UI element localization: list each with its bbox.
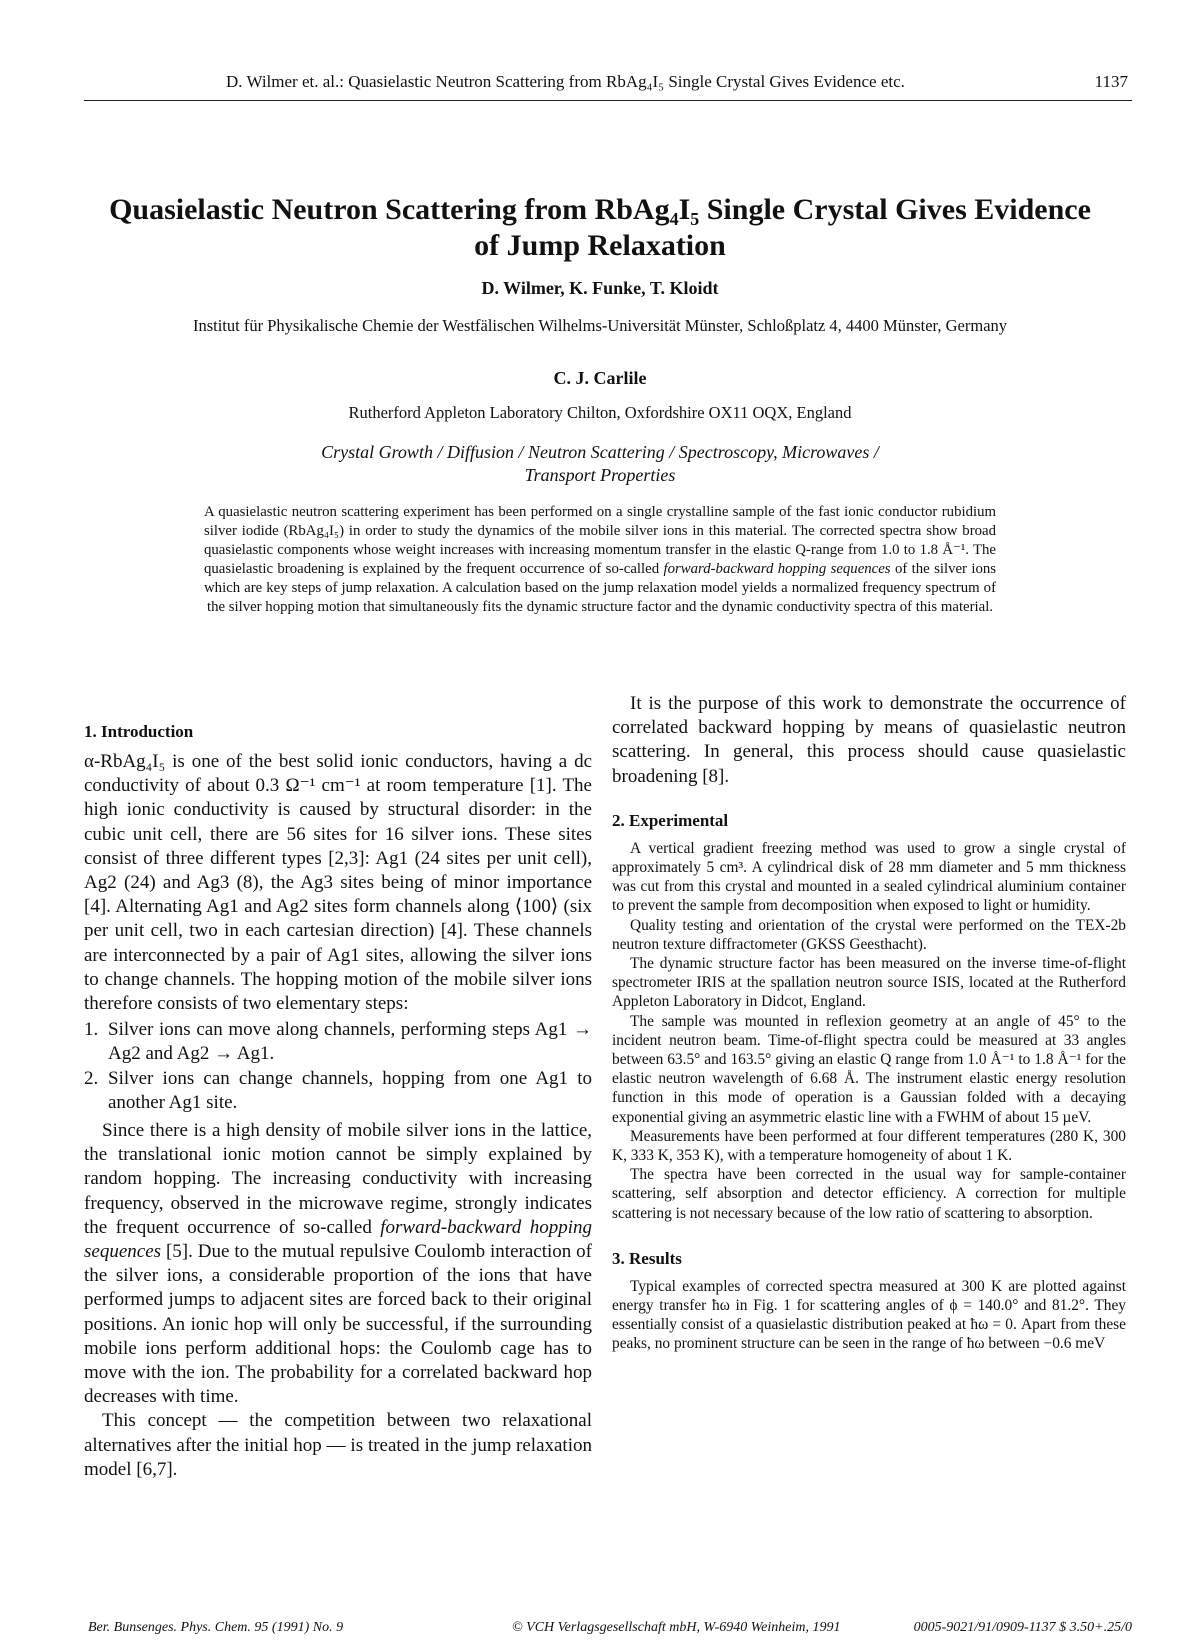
experimental-paragraph: The dynamic structure factor has been measured on the inverse time-of-flight spectrometer IRIS at the spallation neutron source ISIS, located at the Rutherford Appleton Laboratory in Didcot, England. [612,955,1126,1011]
page-footer [84,1620,1132,1642]
experimental-paragraph: A vertical gradient freezing method was used to grow a single crystal of approximately 5 cm³. A cylindrical disk of 28 mm diameter and 5 mm thickness was cut from this crystal and mounted in a sealed cylindrical aluminium container to prevent the sample from decomposition when exposed to light or humidity. [612,839,1126,915]
abstract-part-2: of the silver ions which are key steps of jump relaxation. A calculation based on the jump relaxation model yields a normalized frequency spectrum of the silver hopping motion that simultaneously fits the dynamic structure factor and the dynamic conductivity spectra of this material. [204,561,996,615]
intro-p2-part-1: Since there is a high density of mobile silver ions in the lattice, the translational ionic motion cannot be simply explained by random hopping. The increasing conductivity with increasing frequency, observed in the microwave regime, strongly indicates the frequent occurrence of so-called [84,1120,592,1238]
experimental-body [612,839,1126,1223]
intro-p2-part-2: [5]. Due to the mutual repulsive Coulomb interaction of the silver ions, a considerable proportion of the ions that have performed jumps to adjacent sites are forced back to their original positions. An ionic hop will only be successful, if the surrounding mobile ions perform additional hops: the Coulomb cage has to move with the ion. The probability for a correlated backward hop decreases with time. [84,1241,592,1408]
footer-journal: Ber. Bunsenges. Phys. Chem. 95 (1991) No. 9 [88,1620,344,1635]
list-item-text: Silver ions can change channels, hopping from one Ag1 to another Ag1 site. [108,1067,592,1113]
authors: D. Wilmer, K. Funke, T. Kloidt [481,278,719,298]
section-heading-results: 3. Results [612,1248,682,1268]
intro-p2-italic: forward-backward hopping sequences [84,1216,592,1263]
list-item-number: 2. [84,1067,99,1089]
running-head [84,70,1132,101]
running-head-text: D. Wilmer et. al.: Quasielastic Neutron Scattering from RbAg₄I₅ Single Crystal Gives Evidence etc. [226,72,905,91]
title-line-2: of Jump Relaxation [474,229,726,262]
abstract-italic: forward-backward hopping sequences [663,561,891,577]
keywords-line-2: Transport Properties [524,465,676,485]
footer-issn: 0005-9021/91/0909-1137 $ 3.50+.25/0 [913,1620,1132,1635]
affiliation-1: Institut für Physikalische Chemie der Westfälischen Wilhelms-Universität Münster, Schloßplatz 4, 4400 Münster, Germany [192,316,1008,335]
page-number: 1137 [1094,72,1128,91]
list-item [84,1067,592,1115]
section-heading-introduction: 1. Introduction [84,722,194,741]
intro-paragraph-1: α-RbAg₄I₅ is one of the best solid ionic conductors, having a dc conductivity of about 0.3 Ω⁻¹ cm⁻¹ at room temperature [1]. The high ionic conductivity is caused by structural disorder: in the cubic unit cell, there are 56 sites for 16 silver ions. These sites consist of three different types [2,3]: Ag1 (24 sites per unit cell), Ag2 (24) and Ag3 (8), the Ag3 sites being of minor importance [4]. Alternating Ag1 and Ag2 sites form channels along ⟨100⟩ (six per unit cell, two in each cartesian direction) [4]. These channels are interconnected by a pair of Ag1 sites, allowing the silver ions to change channels. The hopping motion of the mobile silver ions therefore consists of two elementary steps: [84,751,592,1015]
section-heading-experimental: 2. Experimental [612,810,729,830]
experimental-paragraph: The spectra have been corrected in the usual way for sample-container scattering, self absorption and detector efficiency. A correction for multiple scattering is not necessary because of the low ratio of scattering to absorption. [612,1166,1126,1222]
intro-paragraph-3: This concept — the competition between two relaxational alternatives after the initial hop — is treated in the jump relaxation model [6,7]. [84,1410,592,1480]
right-column [612,693,1126,1354]
experimental-paragraph: Quality testing and orientation of the crystal were performed on the TEX-2b neutron texture diffractometer (GKSS Geesthacht). [612,916,1126,953]
keywords [200,441,1000,487]
intro-paragraph-2 [84,1119,592,1409]
list-item-text: Silver ions can move along channels, performing steps Ag1 → Ag2 and Ag2 → Ag1. [108,1019,592,1065]
intro-paragraph-4: It is the purpose of this work to demonstrate the occurrence of correlated backward hopping by means of quasielastic neutron scattering. In general, this process should cause quasielastic broadening [8]. [612,693,1126,787]
experimental-paragraph: The sample was mounted in reflexion geometry at an angle of 45° to the incident neutron beam. Time-of-flight spectra could be measured at 33 angles between 63.5° and 163.5° giving an elastic Q range from 1.0 Å⁻¹ to 1.8 Å⁻¹ for the elastic neutron wavelength of 6.68 Å. The instrument elastic energy resolution function in this mode of operation is a Gaussian folded with a decaying exponential giving an asymmetric elastic line with a FWHM of about 15 µeV. [612,1012,1126,1126]
author-2: C. J. Carlile [553,368,647,388]
abstract [204,503,996,617]
list-item [84,1018,592,1066]
footer-copyright: © VCH Verlagsgesellschaft mbH, W-6940 Weinheim, 1991 [512,1620,841,1635]
hopping-steps-list [84,1018,592,1115]
experimental-paragraph: Measurements have been performed at four different temperatures (280 K, 300 K, 333 K, 353 K), with a temperature homogeneity of about 1 K. [612,1127,1126,1165]
results-paragraph-1: Typical examples of corrected spectra measured at 300 K are plotted against energy transfer ħω in Fig. 1 for scattering angles of ϕ = 140.0° and 81.2°. They essentially consist of a quasielastic distribution peaked at ħω = 0. Apart from these peaks, no prominent structure can be seen in the range of ħω between −0.6 meV [612,1277,1126,1353]
list-item-number: 1. [84,1019,99,1041]
left-column [84,722,592,1482]
title-line-1: Quasielastic Neutron Scattering from RbAg₄I₅ Single Crystal Gives Evidence [109,193,1091,226]
keywords-line-1: Crystal Growth / Diffusion / Neutron Scattering / Spectroscopy, Microwaves / [321,442,879,462]
abstract-part-1: A quasielastic neutron scattering experiment has been performed on a single crystalline sample of the fast ionic conductor rubidium silver iodide (RbAg₄I₅) in order to study the dynamics of the mobile silver ions in this material. The corrected spectra show broad quasielastic components whose weight increases with increasing momentum transfer in the elastic Q-range from 1.0 to 1.8 Å⁻¹. The quasielastic broadening is explained by the frequent occurrence of so-called [204,504,996,577]
article-title [60,192,1140,264]
affiliation-2: Rutherford Appleton Laboratory Chilton, Oxfordshire OX11 OQX, England [348,403,852,422]
